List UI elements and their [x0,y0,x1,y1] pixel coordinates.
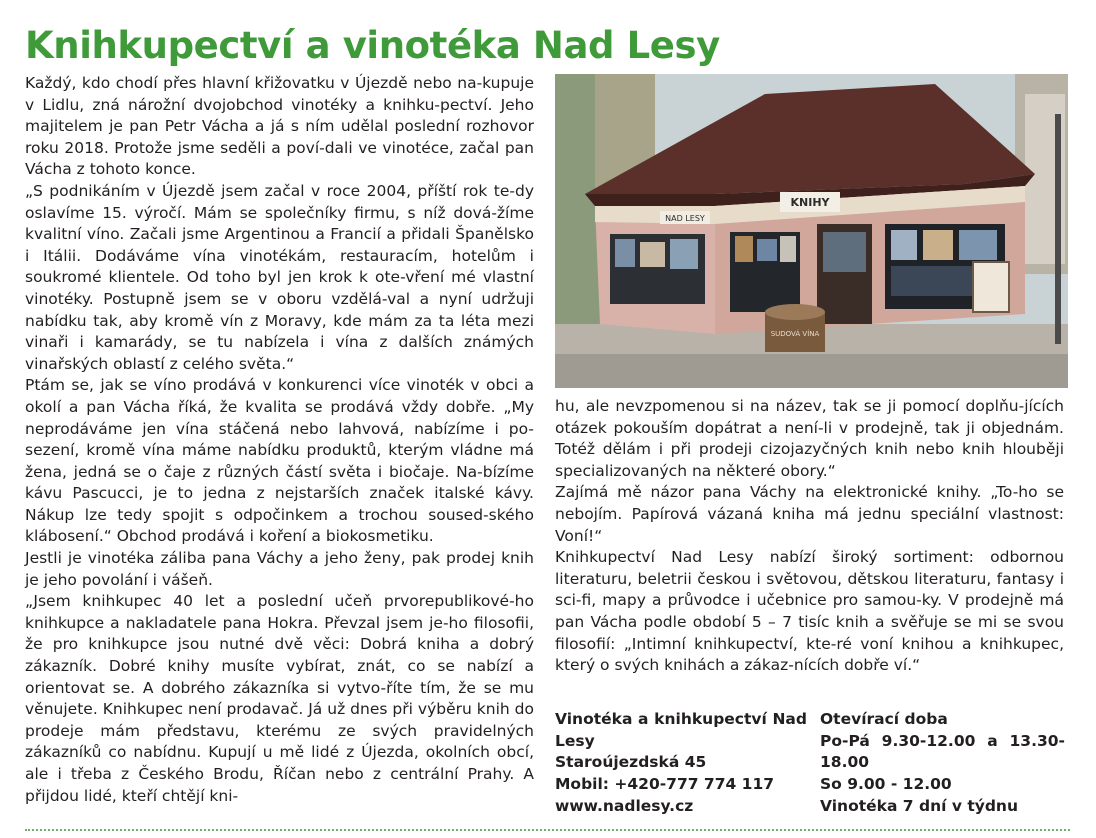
shop-photo [555,74,1068,388]
article-column-right [555,396,1064,677]
contact-info [555,709,807,818]
hours-saturday: So 9.00 - 12.00 [820,775,952,794]
article-title: Knihkupectví a vinotéka Nad Lesy [25,24,720,67]
sign-books: KNIHY [790,196,830,209]
paragraph: Každý, kdo chodí přes hlavní křižovatku v Újezdě nebo na-kupuje v Lidlu, zná nárožní dvojobchod vinotéky a knihku-pectví. Jeho majitelem je pan Petr Vácha a já s ním udělal poslední rozhovor roku 2018. Protože jsme seděli a poví-dali ve vinotéce, začal pan Vácha z tohoto konce. [25,74,534,179]
hours-weekdays: Po-Pá 9.30-12.00 a 13.30-18.00 [820,731,1065,772]
paragraph: Knihkupectví Nad Lesy nabízí široký sortiment: odbornou literaturu, beletrii českou i světovou, dětskou literaturu, fantasy i sci-fi, mapy a průvodce i učebnice pro samou-ky. V prodejně má pan Vácha podle období 5 – 7 tisíc knih a svěřuje se mi se svou filosofií: „Intimní knihkupectví, kte-ré voní knihou a knihkupec, který o svých knihách a zákaz-nících dobře ví.“ [555,548,1064,675]
article-column-left [25,73,534,807]
bottom-divider [25,829,1070,831]
paragraph: „Jsem knihkupec 40 let a poslední učeň prvorepublikové-ho knihkupce a nakladatele pana Hokra. Převzal jsem je-ho filosofii, že pro knihkupce jsou nutné dvě věci: Dobrá kniha a dobrý zákazník. Dobré knihy musíte vybírat, znát, co se nabízí a orientovat se. A dobrého zákazníka si vytvo-říte tím, že se mu věnujete. Knihkupec není prodavač. Já už dnes při výběru knih do prodeje mám představu, kterému ze svých pravidelných zákazníků co nabídnu. Kupují u mě lidé z Újezda, okolních obcí, ale i třeba z Českého Brodu, Říčan nebo z centrální Prahy. A přijdou lidé, kteří chtějí kni- [25,592,534,805]
paragraph: Ptám se, jak se víno prodává v konkurenci více vinoték v obci a okolí a pan Vácha říká, že kvalita se prodává vždy dobře. „My neprodáváme jen vína stáčená nebo lahvová, nabízíme i po-sezení, kromě vína máme nabídku produktů, kterým vládne má žena, jedná se o čaje z různých částí světa i biočaje. Na-bízíme kávu Pascucci, je to jedna z nejstarších značek italské kávy. Nákup lze tedy spojit s odpočinkem a trochou soused-ského klábosení.“ Obchod prodává i koření a biokosmetiku. [25,376,534,546]
paragraph: Jestli je vinotéka záliba pana Váchy a jeho ženy, pak prodej knih je jeho povolání i vášeň. [25,549,534,589]
sign-shop-name: NAD LESY [665,214,705,223]
barrel-label: SUDOVÁ VÍNA [770,330,820,338]
hours-wine-shop: Vinotéka 7 dní v týdnu [820,796,1019,815]
contact-name: Vinotéka a knihkupectví Nad Lesy [555,710,807,750]
opening-hours [820,709,1065,818]
paragraph: Zajímá mě názor pana Váchy na elektronické knihy. „To-ho se nebojím. Papírová vázaná kniha má jednu speciální vlastnost: Voní!“ [555,483,1064,545]
contact-address: Staroújezdská 45 [555,753,707,772]
paragraph: „S podnikáním v Újezdě jsem začal v roce 2004, příští rok te-dy oslavíme 15. výročí. Mám se společníky firmu, s níž dová-žíme kvalitní víno. Začali jsme Argentinou a Francií a přidali Španělsko i Itálii. Dodáváme vína vinotékám, restauracím, hotelům i soukromé klientele. Od toho byl jen krok k ote-vření mé vlastní vinotéky. Postupně jsem se v oboru vzdělá-val a nyní udržuji nabídku tak, aby kromě vín z Moravy, kde mám za ta léta mezi vinaři i kamarády, se tu nabízela i vína z dalších známých vinařských oblastí z celého světa.“ [25,181,534,373]
paragraph: hu, ale nevzpomenou si na název, tak se ji pomocí doplňu-jících otázek pokouším dopátrat a není-li v prodejně, tak ji objednám. Totéž dělám i při prodeji cizojazyčných knih nebo knih hlouběji specializovaných na některé obory.“ [555,397,1064,480]
contact-web-link[interactable]: www.nadlesy.cz [555,796,694,815]
hours-heading: Otevírací doba [820,710,948,728]
contact-phone: Mobil: +420-777 774 117 [555,775,775,794]
